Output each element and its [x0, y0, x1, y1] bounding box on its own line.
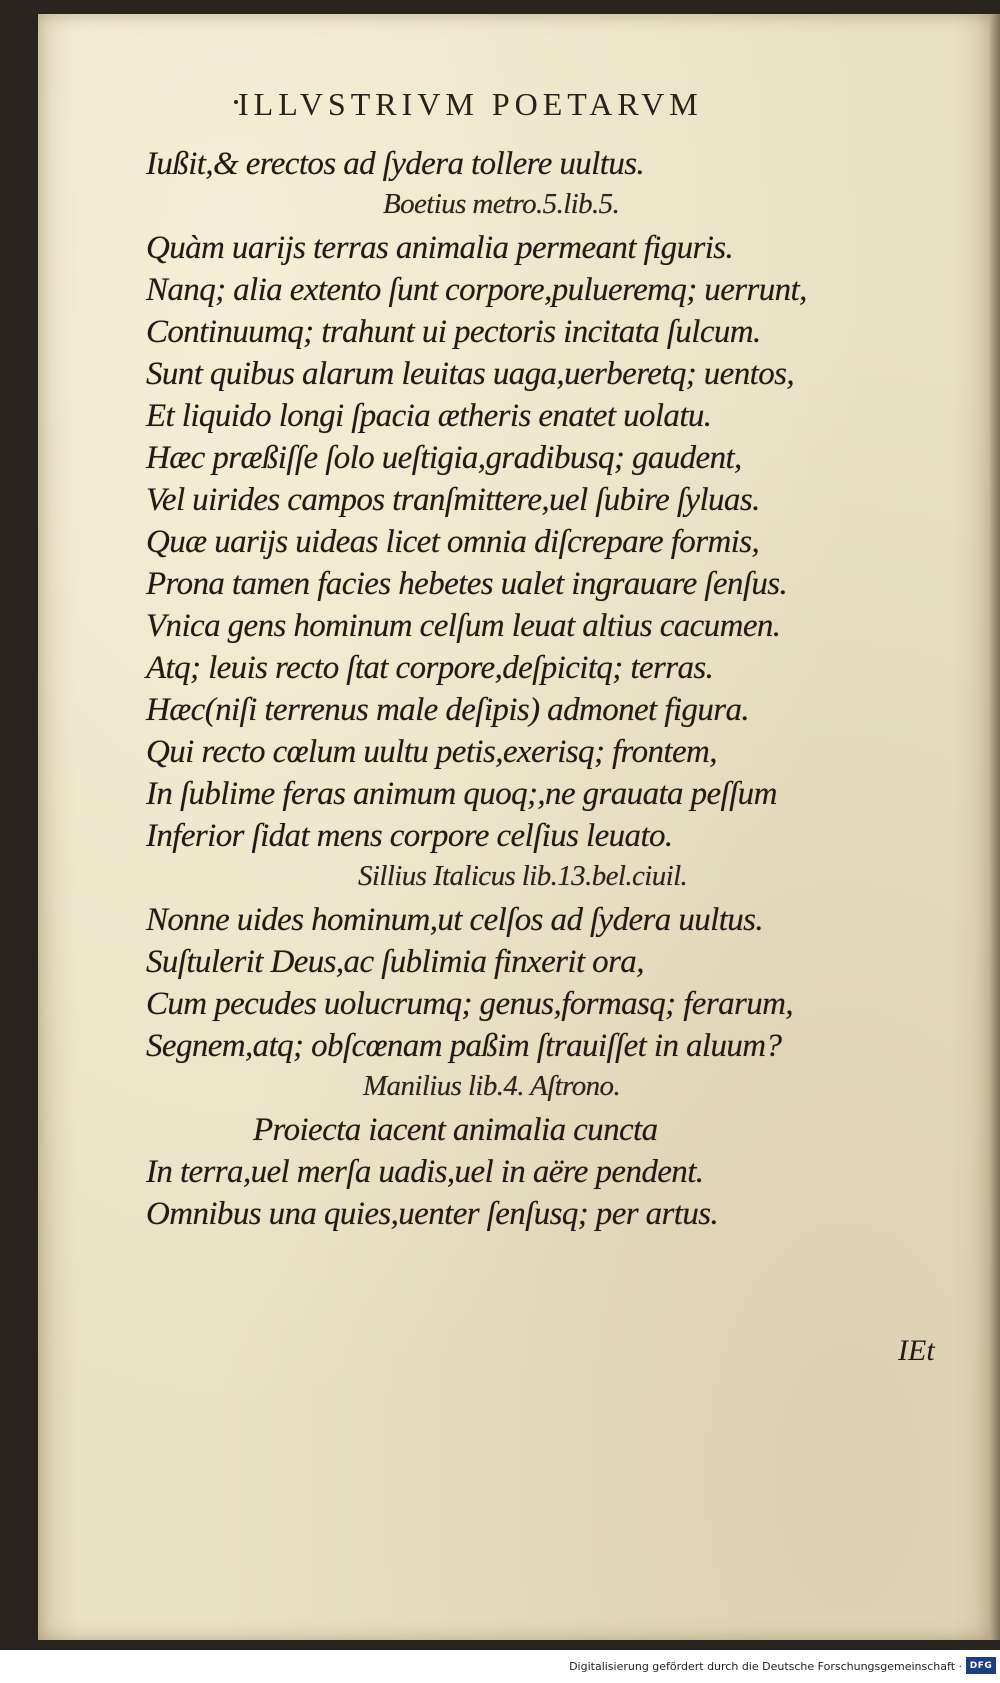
verse-line: Cum pecudes uolucrumq; genus,formasq; ferarum,	[146, 986, 793, 1022]
verse-line: Hæc præßiſſe ſolo ueſtigia,gradibusq; gaudent,	[146, 440, 742, 476]
verse-line: Quàm uarijs terras animalia permeant figuris.	[146, 230, 734, 266]
verse-line: Vel uirides campos tranſmittere,uel ſubire ſyluas.	[146, 482, 760, 518]
verse-line: Sunt quibus alarum leuitas uaga,uerberetq; uentos,	[146, 356, 794, 392]
verse-line: Suſtulerit Deus,ac ſublimia finxerit ora,	[146, 944, 644, 980]
source-citation: Sillius Italicus lib.13.bel.ciuil.	[358, 860, 688, 892]
verse-line: Segnem,atq; obſcœnam paßim ſtrauiſſet in aluum?	[146, 1028, 782, 1064]
footer-credit: Digitalisierung gefördert durch die Deutsche Forschungsgemeinschaft ·	[569, 1660, 962, 1673]
source-citation: Manilius lib.4. Aſtrono.	[363, 1070, 621, 1102]
verse-line: Omnibus una quies,uenter ſenſusq; per artus.	[146, 1196, 719, 1232]
verse-line: Nanq; alia extento ſunt corpore,pulueremq; uerrunt,	[146, 272, 807, 308]
verse-line: In terra,uel merſa uadis,uel in aëre pendent.	[146, 1154, 704, 1190]
verse-line: Inferior ſidat mens corpore celſius leuato.	[146, 818, 673, 854]
book-page	[38, 14, 990, 1640]
verse-line: Iußit,& erectos ad ſydera tollere uultus.	[146, 146, 645, 182]
page-edge	[990, 14, 1000, 1640]
verse-line: Quæ uarijs uideas licet omnia diſcrepare formis,	[146, 524, 760, 560]
dfg-logo-icon: DFG	[966, 1657, 996, 1674]
source-citation: Boetius metro.5.lib.5.	[383, 188, 620, 220]
verse-line: Nonne uides hominum,ut celſos ad ſydera uultus.	[146, 902, 764, 938]
verse-line: Proiecta iacent animalia cuncta	[253, 1112, 658, 1148]
catchword: IEt	[898, 1334, 935, 1367]
running-head: ILLVSTRIVM POETARVM	[238, 86, 703, 122]
verse-line: Continuumq; trahunt ui pectoris incitata ſulcum.	[146, 314, 761, 350]
verse-line: Prona tamen facies hebetes ualet ingrauare ſenſus.	[146, 566, 788, 602]
verse-line: In ſublime feras animum quoq;,ne grauata peſſum	[146, 776, 777, 812]
verse-line: Hæc(niſi terrenus male deſipis) admonet figura.	[146, 692, 750, 728]
verse-line: Et liquido longi ſpacia ætheris enatet uolatu.	[146, 398, 712, 434]
verse-line: Atq; leuis recto ſtat corpore,deſpicitq; terras.	[146, 650, 714, 686]
verse-line: Vnica gens hominum celſum leuat altius cacumen.	[146, 608, 781, 644]
verse-line: Qui recto cœlum uultu petis,exerisq; frontem,	[146, 734, 717, 770]
